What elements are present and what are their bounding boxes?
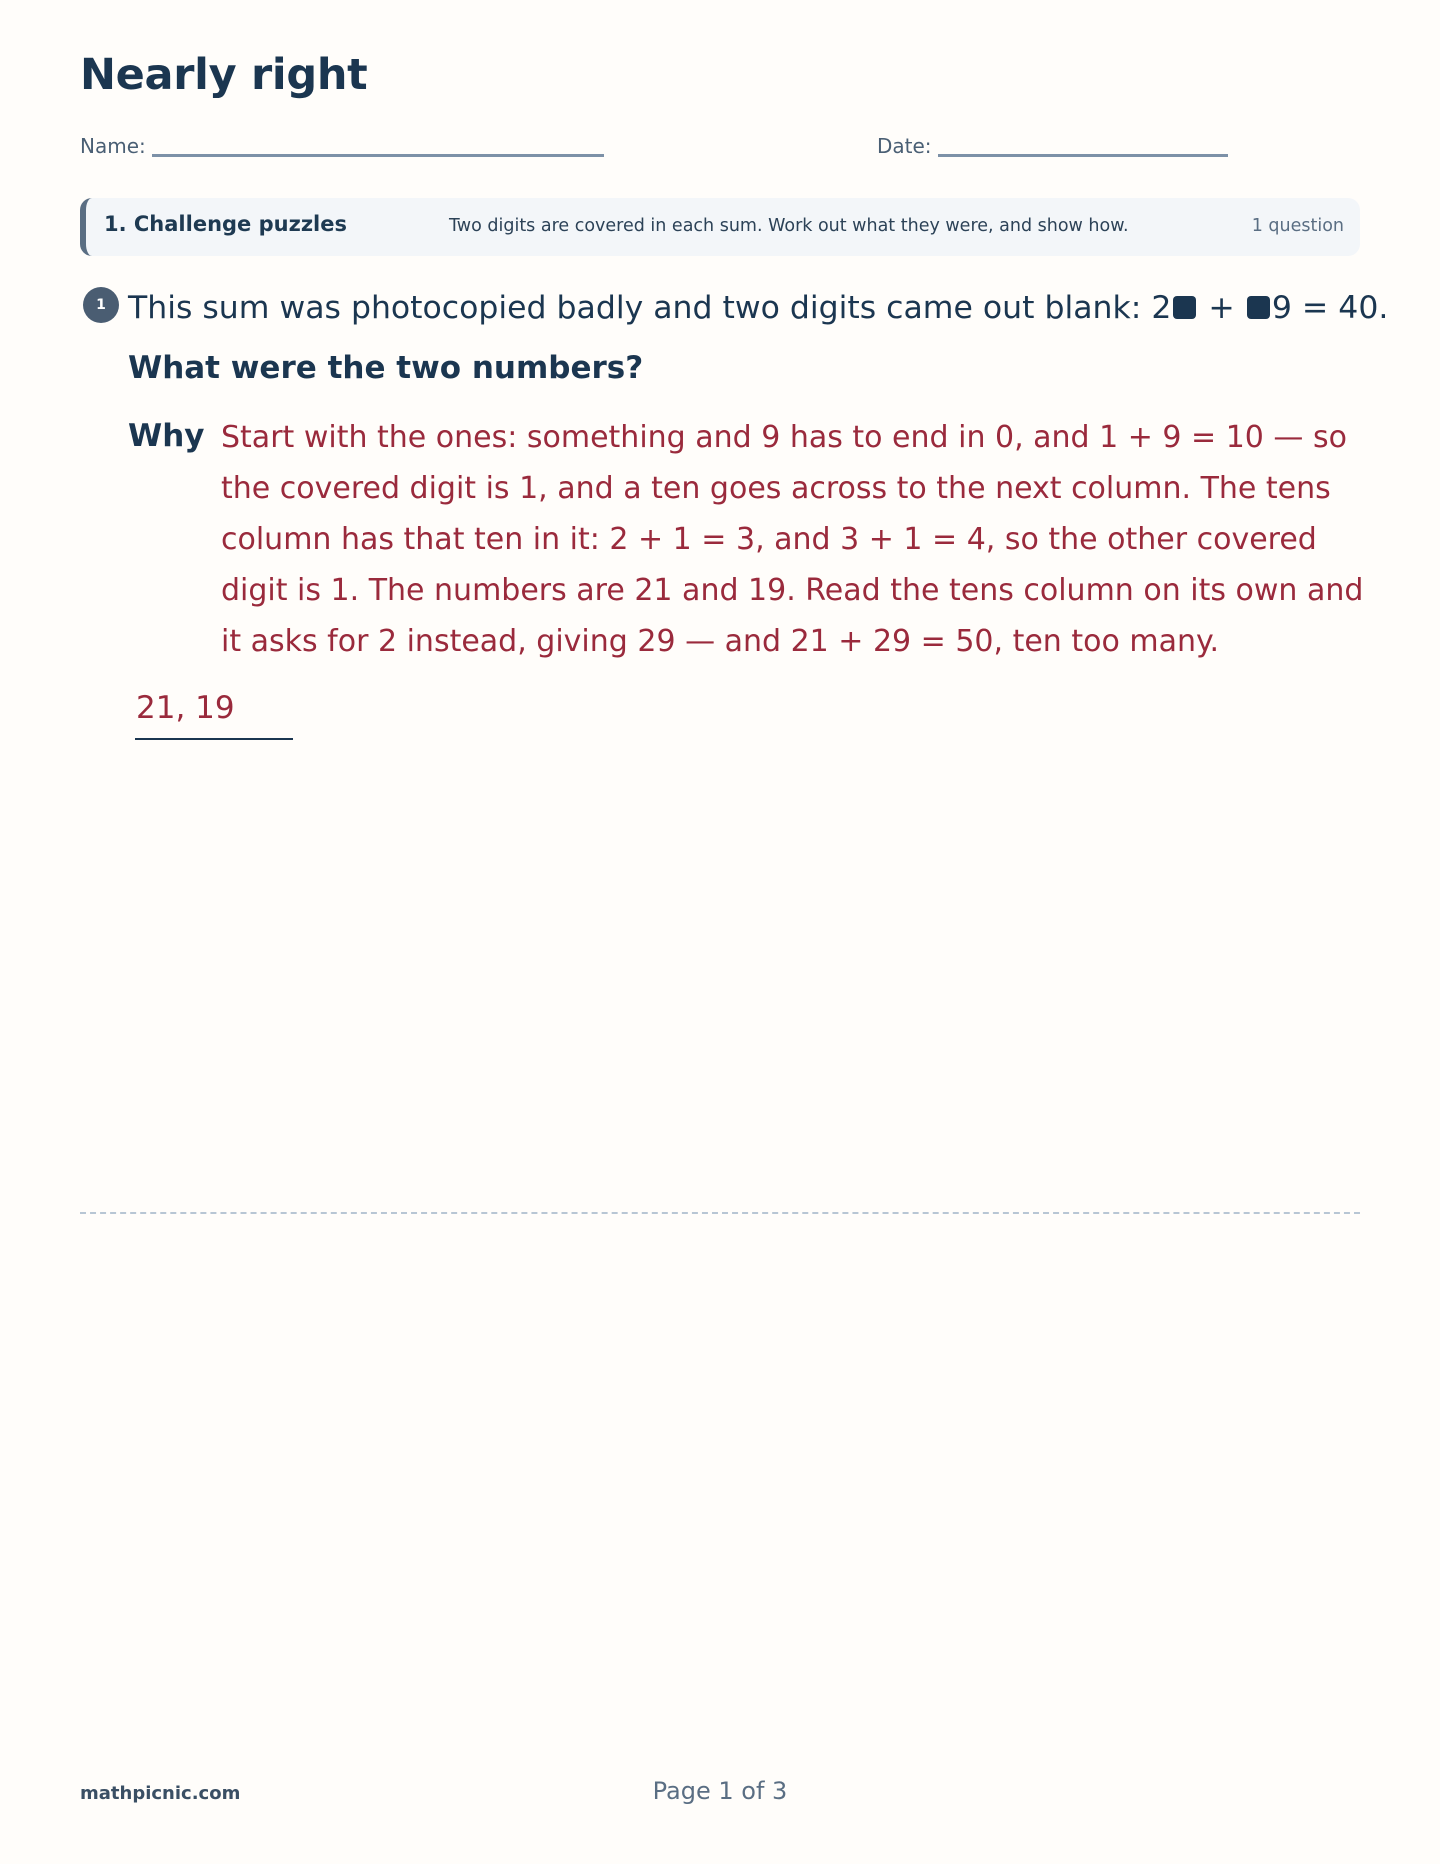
question-text-end: 9 = 40.: [1271, 290, 1389, 326]
question-text-start: This sum was photocopied badly and two digits came out blank: 2: [128, 290, 1172, 326]
covered-digit-box: [1247, 296, 1270, 319]
page-title: Nearly right: [80, 50, 368, 100]
date-line[interactable]: [938, 154, 1228, 157]
question-prompt: What were the two numbers?: [128, 350, 644, 386]
section-divider: [80, 1212, 1360, 1214]
footer-site: mathpicnic.com: [80, 1783, 241, 1804]
date-field: [877, 134, 1228, 158]
footer-page-number: Page 1 of 3: [652, 1777, 788, 1805]
why-label: Why: [128, 418, 205, 454]
section-instruction: Two digits are covered in each sum. Work out what they were, and show how.: [449, 216, 1129, 236]
section-title: 1. Challenge puzzles: [104, 212, 347, 236]
worksheet-page: [80, 0, 1389, 1864]
answer-field[interactable]: 21, 19: [135, 690, 293, 740]
name-field: [80, 134, 604, 158]
question-number-badge: 1: [83, 287, 119, 323]
covered-digit-box: [1173, 296, 1196, 319]
date-label: Date:: [877, 134, 932, 158]
section-question-count: 1 question: [1251, 216, 1344, 236]
name-line[interactable]: [152, 154, 604, 157]
name-label: Name:: [80, 134, 146, 158]
why-explanation: Start with the ones: something and 9 has to end in 0, and 1 + 9 = 10 — so the covered digit is 1, and a ten goes across to the next column. The tens column has that ten in it: 2 + 1 = 3, and 3 + 1 = 4, so the other covered digit is 1. The numbers are 21 and 19. Read the tens column on its own and it asks for 2 instead, giving 29 — and 21 + 29 = 50, ten too many.: [221, 420, 1364, 659]
student-fields: [80, 134, 1360, 164]
question-text-plus: +: [1198, 290, 1245, 326]
section-header: [80, 198, 1360, 256]
question-text: [128, 290, 1389, 326]
